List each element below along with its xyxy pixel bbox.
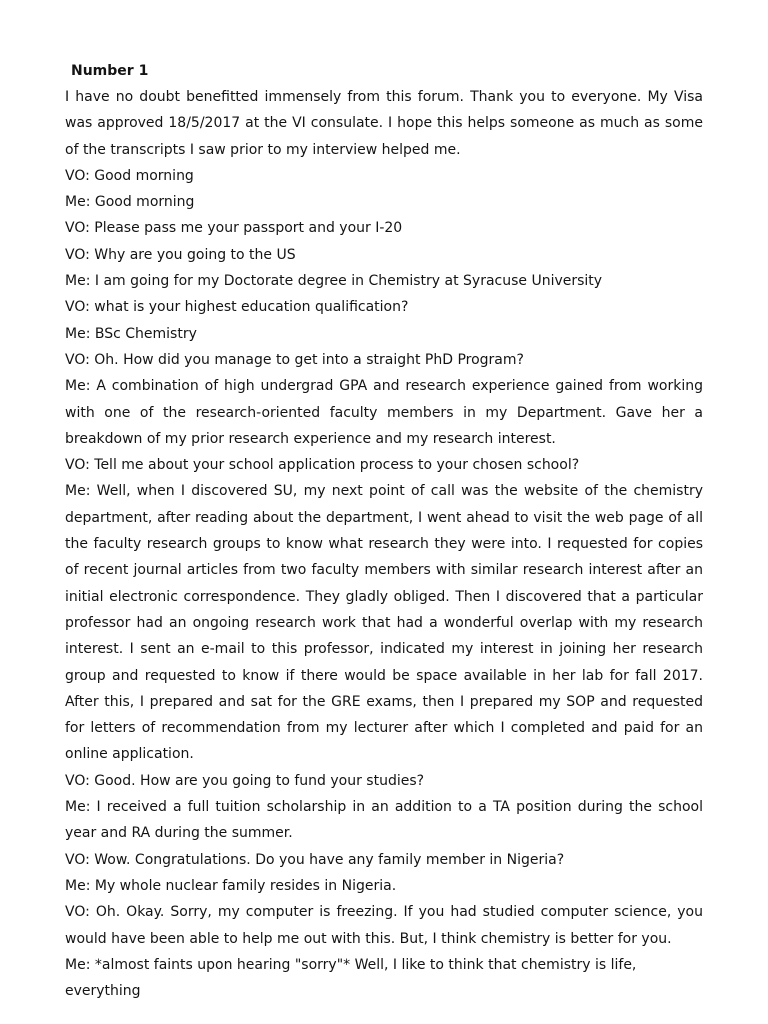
dialogue-line: Me: Well, when I discovered SU, my next point of call was the website of the chemistry department, after reading about the department, I went ahead to visit the web page of all the faculty research groups to know what research they were into. I requested for copies of recent journal articles from two faculty members with similar research interest after an initial electronic correspondence. They gladly obliged. Then I discovered that a particular professor had an ongoing research work that had a wonderful overlap with my research interest. I sent an e-mail to this professor, indicated my interest in joining her research group and requested to know if there would be space available in her lab for fall 2017. After this, I prepared and sat for the GRE exams, then I prepared my SOP and requested for letters of recommendation from my lecturer after which I completed and paid for an online application. [65, 483, 703, 763]
dialogue-line: VO: Tell me about your school application process to your chosen school? [65, 457, 580, 474]
intro-paragraph: I have no doubt benefitted immensely from this forum. Thank you to everyone. My Visa was approved 18/5/2017 at the VI consulate. I hope this helps someone as much as some of the transcripts I saw prior to my interview helped me. [65, 89, 703, 158]
dialogue-line: Me: Good morning [65, 194, 195, 211]
dialogue-line: VO: Good. How are you going to fund your studies? [65, 772, 425, 789]
dialogue-line: Me: My whole nuclear family resides in Nigeria. [65, 877, 397, 894]
document-page [65, 60, 703, 1004]
dialogue-line: Me: A combination of high undergrad GPA and research experience gained from working with one of the research-oriented faculty members in my Department. Gave her a breakdown of my prior research experience and my research interest. [65, 378, 703, 447]
dialogue-line: Me: BSc Chemistry [65, 325, 197, 342]
dialogue-line: VO: Oh. Okay. Sorry, my computer is freezing. If you had studied computer science, you would have been able to help me out with this. But, I think chemistry is better for you. [65, 904, 703, 947]
dialogue-line: VO: Oh. How did you manage to get into a straight PhD Program? [65, 351, 524, 368]
dialogue-line: VO: Wow. Congratulations. Do you have any family member in Nigeria? [65, 851, 565, 868]
dialogue-line: Me: I received a full tuition scholarship in an addition to a TA position during the school year and RA during the summer. [65, 799, 703, 842]
dialogue-line: VO: what is your highest education qualification? [65, 299, 409, 316]
dialogue-line: Me: I am going for my Doctorate degree in Chemistry at Syracuse University [65, 273, 603, 290]
dialogue-line: VO: Please pass me your passport and your I-20 [65, 220, 403, 237]
dialogue-line: Me: *almost faints upon hearing "sorry"* Well, I like to think that chemistry is life, everything [65, 956, 637, 1000]
dialogue-line: VO: Good morning [65, 167, 194, 184]
document-heading: Number 1 [71, 63, 149, 79]
dialogue-line: VO: Why are you going to the US [65, 246, 296, 263]
